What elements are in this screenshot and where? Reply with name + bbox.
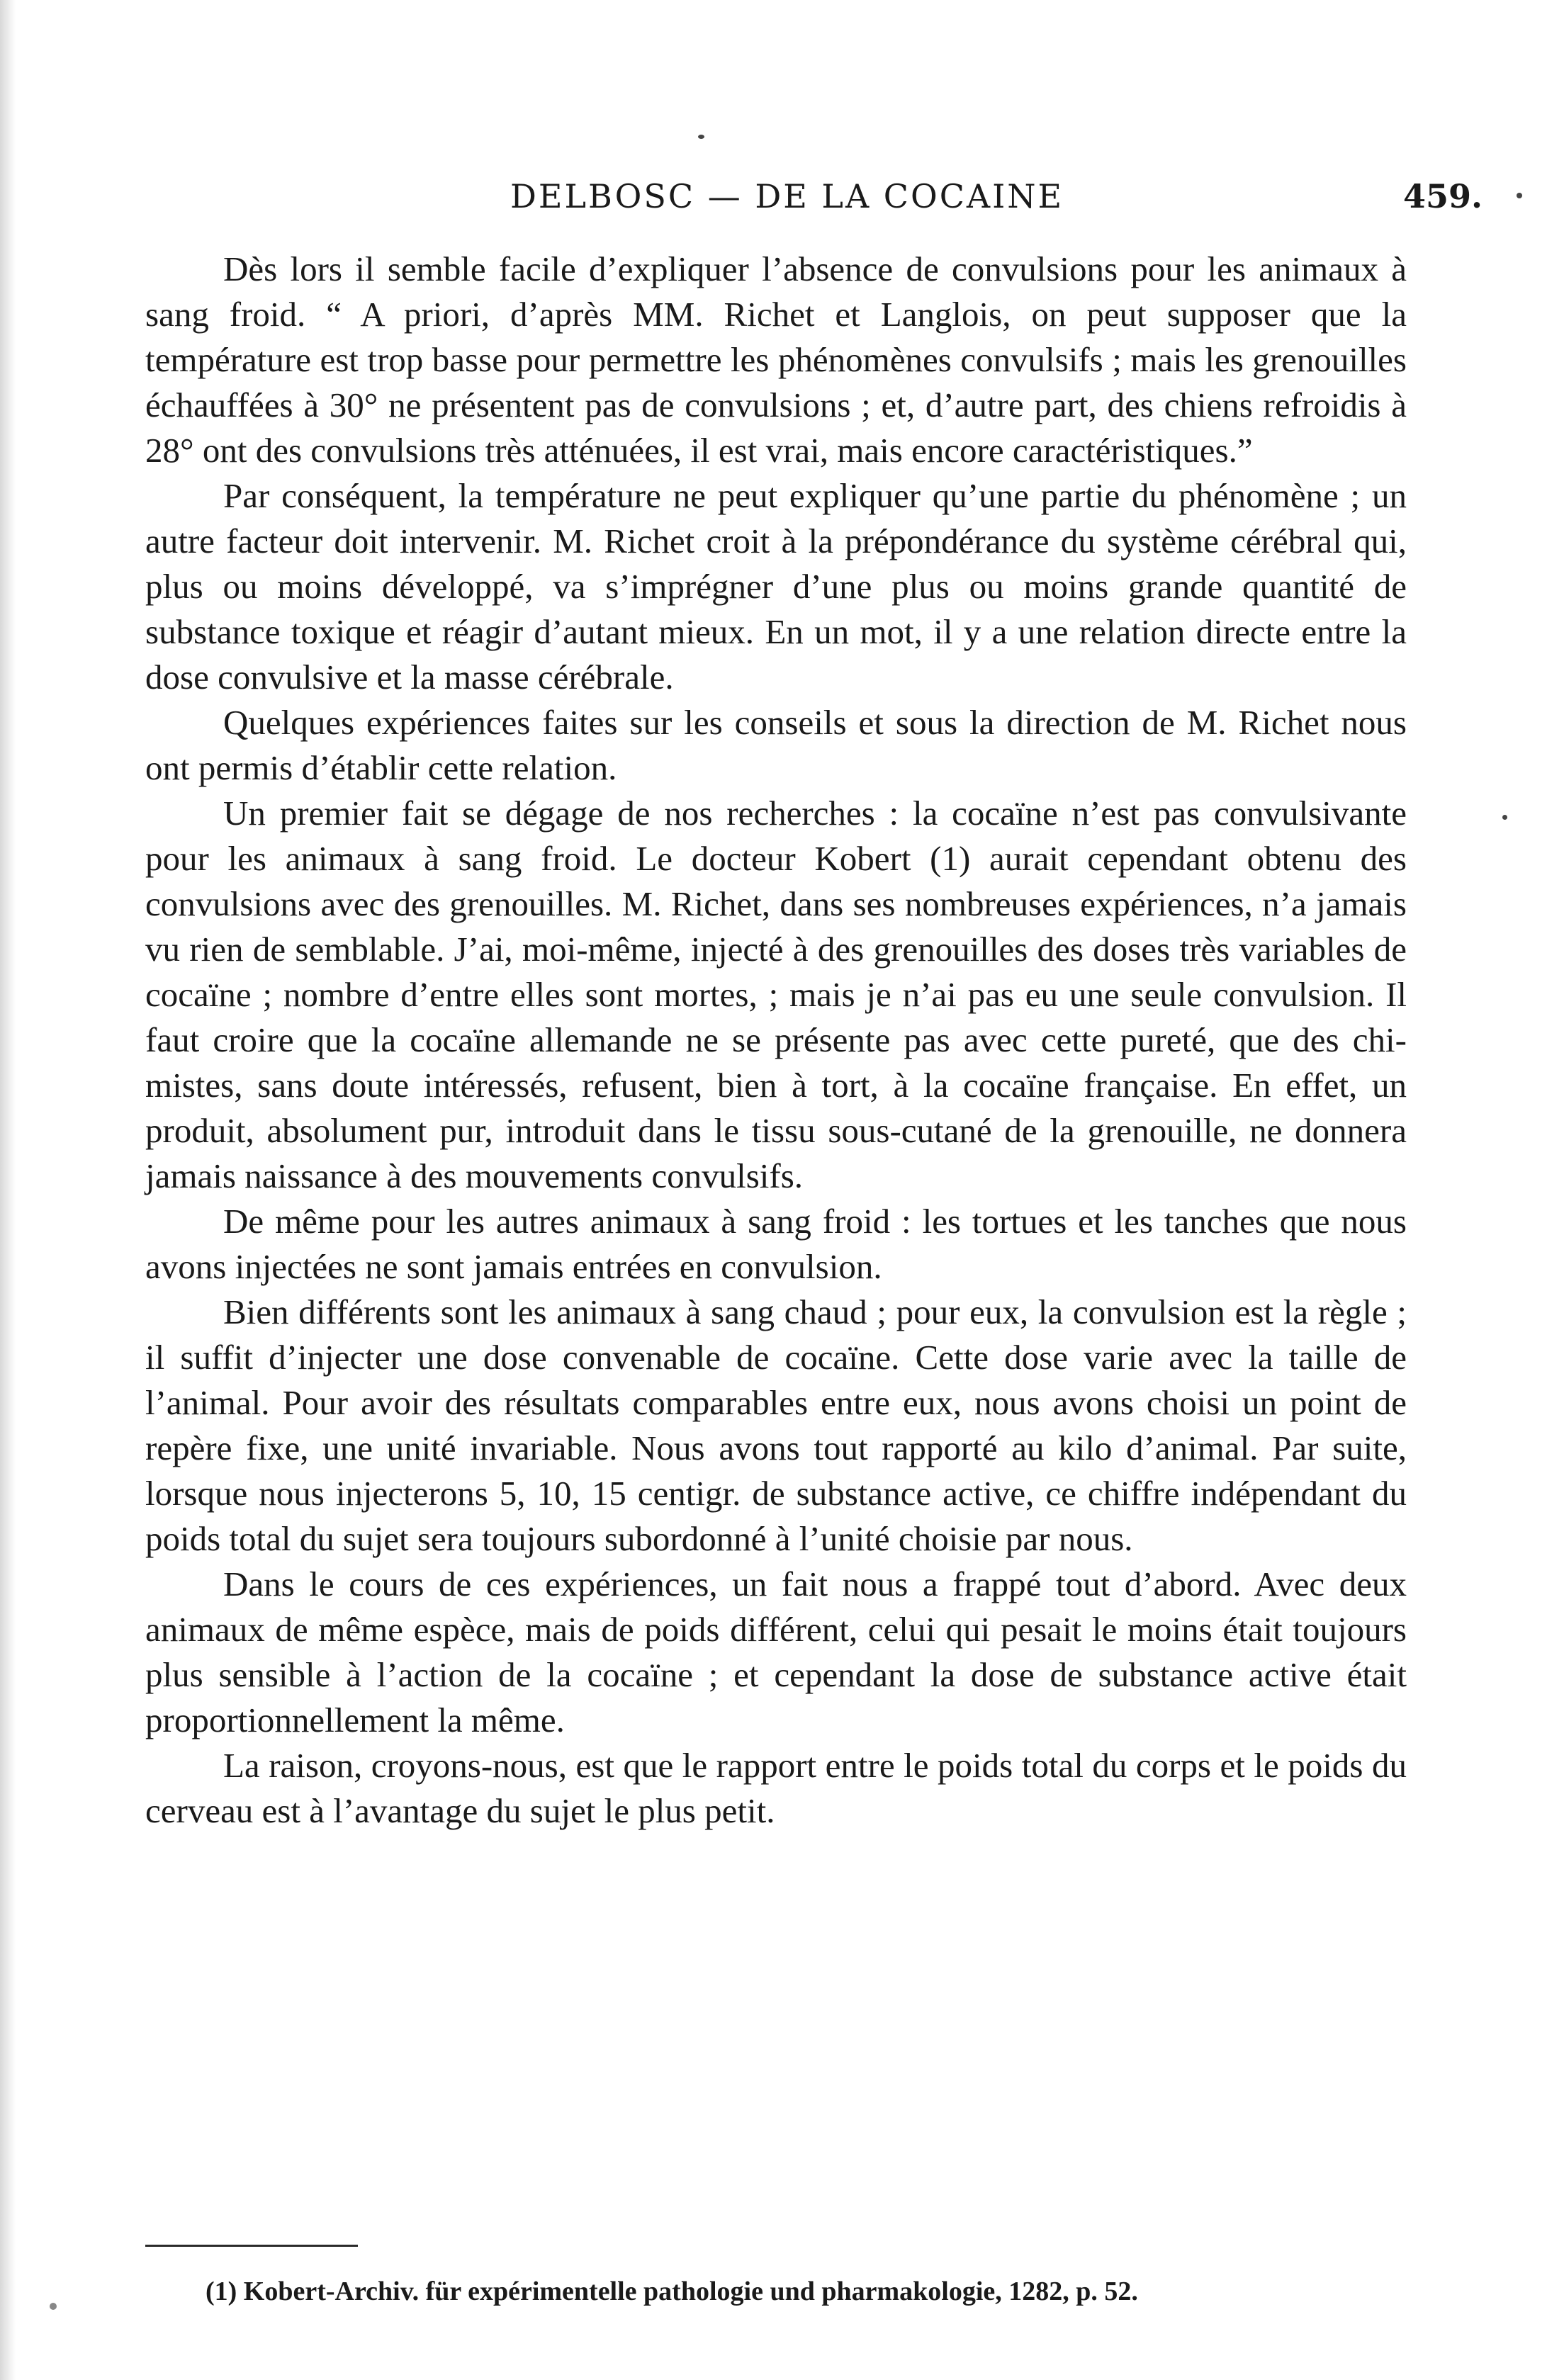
paragraph: Dans le cours de ces expériences, un fait nous a frappé tout d’abord. Avec deux animaux de même espèce, mais de poids différent, celui qui pesait le moins était toujours plus sensible à l’action de la cocaïne ; et cependant la dose de substance active était proportionnellement la même.	[145, 1564, 1407, 1739]
scan-edge-shadow	[0, 0, 16, 2380]
page-header	[0, 177, 1564, 220]
paragraph: Par conséquent, la température ne peut expliquer qu’une partie du phénomène ; un autre facteur doit intervenir. M. Richet croit à la prépondérance du système cérébral qui, plus ou moins développé, va s’imprégner d’une plus ou moins grande quantité de substance toxique et réagir d’autant mieux. En un mot, il y a une relation directe entre la dose convulsive et la masse cérébrale.	[145, 476, 1407, 696]
page-number: 459.	[1403, 177, 1483, 215]
scan-speck	[1502, 815, 1507, 820]
paragraph: Quelques expériences faites sur les conseils et sous la direction de M. Richet nous ont permis d’établir cette relation.	[145, 703, 1407, 787]
scan-speck	[50, 2303, 57, 2310]
footnote: (1) Kobert-Archiv. für expérimentelle pathologie und pharmakologie, 1282, p. 52.	[206, 2277, 1138, 2306]
paragraph: Un premier fait se dégage de nos recherches : la cocaïne n’est pas convulsivante pour les animaux à sang froid. Le docteur Kobert (1) aurait cependant obtenu des convulsions avec des grenouilles. M. Richet, dans ses nombreuses expériences, n’a jamais vu rien de semblable. J’ai, moi-même, injecté à des grenouilles des doses très variables de cocaïne ; nombre d’entre elles sont mortes, ; mais je n’ai pas eu une seule convulsion. Il faut croire que la cocaïne allemande ne se présente pas avec cette pureté, que des chimistes, sans doute intéressés, refusent, bien à tort, à la cocaïne française. En effet, un produit, absolument pur, introduit dans le tissu sous-cutané de la grenouille, ne donnera jamais naissance à des mouvements convulsifs.	[145, 794, 1407, 1195]
paragraph: Bien différents sont les animaux à sang chaud ; pour eux, la convulsion est la règle ; il suffit d’injecter une dose convenable de cocaïne. Cette dose varie avec la taille de l’animal. Pour avoir des résultats comparables entre eux, nous avons choisi un point de repère fixe, une unité invariable. Nous avons tout rapporté au kilo d’animal. Par suite, lorsque nous injecterons 5, 10, 15 centigr. de substance active, ce chiffre indépendant du poids total du sujet sera toujours subordonné à l’unité choisie par nous.	[145, 1292, 1407, 1558]
scan-speck	[698, 135, 704, 139]
paragraph: De même pour les autres animaux à sang froid : les tortues et les tanches que nous avons injectées ne sont jamais entrées en convulsion.	[145, 1202, 1407, 1286]
paragraph: La raison, croyons-nous, est que le rapport entre le poids total du corps et le poids du cerveau est à l’avantage du sujet le plus petit.	[145, 1746, 1407, 1830]
body-text	[145, 247, 1407, 1834]
running-head: DELBOSC — DE LA COCAINE	[510, 177, 1064, 215]
scan-speck	[1517, 193, 1522, 198]
footnote-rule	[145, 2245, 358, 2247]
paragraph: Dès lors il semble facile d’expliquer l’absence de convulsions pour les animaux à sang froid. “ A priori, d’après MM. Richet et Langlois, on peut supposer que la température est trop basse pour permettre les phénomènes convulsifs ; mais les grenouilles échauffées à 30° ne présentent pas de convulsions ; et, d’autre part, des chiens refroidis à 28° ont des convulsions très atténuées, il est vrai, mais encore caractéristiques.”	[145, 249, 1407, 470]
